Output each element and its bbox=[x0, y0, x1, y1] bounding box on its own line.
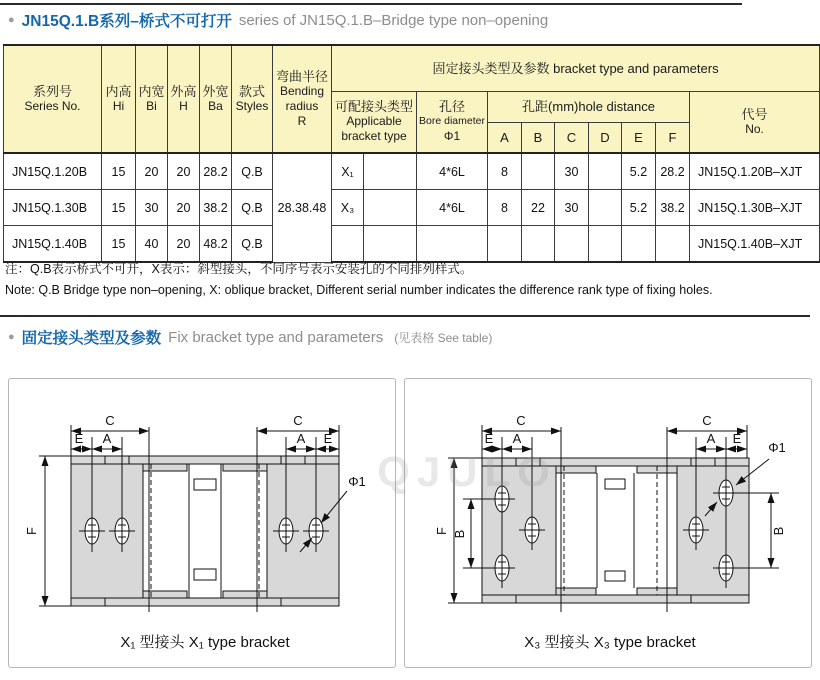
cell-bracket: X₁ bbox=[332, 153, 364, 190]
cell-style: Q.B bbox=[232, 190, 273, 226]
watermark: QJULO bbox=[377, 448, 557, 495]
label: Series No. bbox=[24, 99, 81, 113]
spec-table-wrap bbox=[3, 44, 820, 263]
label: 外宽 bbox=[202, 84, 229, 99]
cell-ba: 48.2 bbox=[200, 226, 232, 263]
x1-diagram-panel bbox=[8, 378, 396, 668]
cell-h: 20 bbox=[168, 190, 200, 226]
col-header-bracket bbox=[332, 91, 417, 153]
col-header-c: C bbox=[555, 122, 589, 153]
cell-hi: 15 bbox=[102, 153, 136, 190]
cell-bracket bbox=[332, 226, 364, 263]
dim-label-phi: Φ1 bbox=[768, 440, 786, 455]
cell-radius: 28.38.48 bbox=[273, 153, 332, 262]
cell-e: 5.2 bbox=[622, 190, 656, 226]
col-header-styles bbox=[232, 45, 273, 153]
dim-label-a: A bbox=[706, 431, 716, 446]
section2-title-zh: 固定接头类型及参数 bbox=[21, 330, 162, 347]
label: bracket type bbox=[341, 129, 407, 144]
cell-bracket-extra bbox=[364, 153, 417, 190]
note-zh: 注：Q.B表示桥式不可开，X表示：斜型接头，不同序号表示安装孔的不同排列样式。 bbox=[5, 262, 473, 276]
col-header-bi bbox=[136, 45, 168, 153]
cell-b: 22 bbox=[522, 190, 555, 226]
col-header-radius bbox=[273, 45, 332, 153]
label: H bbox=[179, 99, 188, 113]
cell-series: JN15Q.1.20B bbox=[4, 153, 102, 190]
dim-label-c: C bbox=[105, 413, 115, 428]
dim-label-b: B bbox=[452, 529, 467, 539]
col-header-f: F bbox=[656, 122, 690, 153]
section-divider-rule bbox=[0, 315, 810, 317]
dim-label-c: C bbox=[293, 413, 303, 428]
dim-label-b: B bbox=[771, 526, 786, 536]
label: Bi bbox=[146, 99, 157, 113]
page-title-en: series of JN15Q.1.B–Bridge type non–opening bbox=[238, 11, 549, 29]
cell-no: JN15Q.1.30B–XJT bbox=[690, 190, 820, 226]
table-notes bbox=[5, 259, 713, 301]
col-header-no bbox=[690, 91, 820, 153]
col-header-d: D bbox=[589, 122, 622, 153]
label: 款式 bbox=[238, 84, 265, 99]
section1-title bbox=[8, 9, 548, 31]
x3-diagram-panel bbox=[404, 378, 812, 668]
dim-label-c: C bbox=[516, 413, 526, 428]
col-header-h bbox=[168, 45, 200, 153]
col-header-ba bbox=[200, 45, 232, 153]
cell-bracket-extra bbox=[364, 226, 417, 263]
label: 外高 bbox=[170, 84, 197, 99]
label: Bore diameter bbox=[419, 115, 485, 128]
dim-label-a: A bbox=[102, 431, 112, 446]
cell-f bbox=[656, 226, 690, 263]
cell-a bbox=[488, 226, 522, 263]
label: 弯曲半径 bbox=[275, 69, 328, 84]
label: 内高 bbox=[105, 84, 132, 99]
cell-series: JN15Q.1.30B bbox=[4, 190, 102, 226]
table-row bbox=[4, 226, 820, 263]
cell-style: Q.B bbox=[232, 226, 273, 263]
cell-b bbox=[522, 153, 555, 190]
x1-bracket-diagram bbox=[9, 379, 395, 667]
cell-series: JN15Q.1.40B bbox=[4, 226, 102, 263]
table-row bbox=[4, 153, 820, 190]
cell-bore: 4*6L bbox=[417, 153, 488, 190]
label: 内宽 bbox=[138, 84, 165, 99]
cell-a: 8 bbox=[488, 190, 522, 226]
cell-c bbox=[555, 226, 589, 263]
cell-c: 30 bbox=[555, 190, 589, 226]
x1-caption: X₁ 型接头 X₁ type bracket bbox=[120, 634, 290, 651]
label: R bbox=[297, 114, 307, 128]
cell-c: 30 bbox=[555, 153, 589, 190]
dim-label-a: A bbox=[512, 431, 522, 446]
section2-hint: (见表格 See table) bbox=[394, 330, 493, 345]
label: 固定接头类型及参数 bracket type and parameters bbox=[432, 60, 719, 76]
col-header-a: A bbox=[488, 122, 522, 153]
dim-label-c: C bbox=[702, 413, 712, 428]
label: 代号 bbox=[741, 106, 768, 122]
spec-table bbox=[3, 44, 820, 263]
header-row-1 bbox=[4, 45, 820, 91]
cell-bore bbox=[417, 226, 488, 263]
dim-label-phi: Φ1 bbox=[348, 474, 366, 489]
cell-h: 20 bbox=[168, 226, 200, 263]
note-en: Note: Q.B Bridge type non–opening, X: oblique bracket, Different serial number indicates the difference rank type of fixing holes. bbox=[5, 283, 713, 297]
label: Hi bbox=[112, 99, 125, 113]
cell-ba: 28.2 bbox=[200, 153, 232, 190]
label: Φ1 bbox=[443, 129, 461, 144]
cell-b bbox=[522, 226, 555, 263]
cell-bi: 40 bbox=[136, 226, 168, 263]
col-header-series bbox=[4, 45, 102, 153]
col-header-e: E bbox=[622, 122, 656, 153]
col-header-b: B bbox=[522, 122, 555, 153]
cell-d bbox=[589, 190, 622, 226]
cell-hi: 15 bbox=[102, 226, 136, 263]
cell-d bbox=[589, 226, 622, 263]
cell-bracket-extra bbox=[364, 190, 417, 226]
cell-no: JN15Q.1.20B–XJT bbox=[690, 153, 820, 190]
col-header-distance bbox=[488, 91, 690, 122]
label: radius bbox=[285, 99, 319, 113]
label: 孔距(mm)hole distance bbox=[522, 99, 655, 114]
dim-label-e: E bbox=[732, 431, 742, 446]
cell-h: 20 bbox=[168, 153, 200, 190]
label: Styles bbox=[235, 99, 269, 113]
label: 可配接头类型 bbox=[334, 99, 413, 115]
page-title-zh: JN15Q.1.B系列–桥式不可打开 bbox=[21, 13, 232, 30]
dim-label-a: A bbox=[296, 431, 306, 446]
top-rule bbox=[0, 3, 742, 5]
cell-f: 28.2 bbox=[656, 153, 690, 190]
cell-hi: 15 bbox=[102, 190, 136, 226]
cell-d bbox=[589, 153, 622, 190]
label: No. bbox=[745, 121, 764, 136]
cell-no: JN15Q.1.40B–XJT bbox=[690, 226, 820, 263]
dim-label-e: E bbox=[484, 431, 494, 446]
dim-label-e: E bbox=[323, 431, 333, 446]
label: Applicable bbox=[346, 114, 402, 129]
cell-style: Q.B bbox=[232, 153, 273, 190]
cell-bore: 4*6L bbox=[417, 190, 488, 226]
dim-label-e: E bbox=[74, 431, 84, 446]
cell-e: 5.2 bbox=[622, 153, 656, 190]
section2-title-en: Fix bracket type and parameters bbox=[168, 328, 384, 346]
dim-label-f: F bbox=[24, 527, 39, 535]
bullet-icon: ● bbox=[8, 330, 15, 343]
label: Ba bbox=[208, 99, 223, 113]
label: 孔径 bbox=[438, 99, 465, 115]
col-header-group bbox=[332, 45, 820, 91]
cell-f: 38.2 bbox=[656, 190, 690, 226]
cell-e bbox=[622, 226, 656, 263]
bullet-icon: ● bbox=[8, 13, 15, 26]
cell-bracket: X₃ bbox=[332, 190, 364, 226]
table-row bbox=[4, 190, 820, 226]
cell-ba: 38.2 bbox=[200, 190, 232, 226]
label: Bending bbox=[279, 84, 325, 98]
col-header-bore bbox=[417, 91, 488, 153]
cell-a: 8 bbox=[488, 153, 522, 190]
col-header-hi bbox=[102, 45, 136, 153]
cell-bi: 30 bbox=[136, 190, 168, 226]
x3-bracket-diagram bbox=[405, 379, 811, 667]
cell-bi: 20 bbox=[136, 153, 168, 190]
dim-label-f: F bbox=[434, 527, 449, 535]
x3-caption: X₃ 型接头 X₃ type bracket bbox=[524, 634, 696, 651]
section2-title bbox=[8, 326, 492, 348]
label: 系列号 bbox=[32, 84, 72, 99]
